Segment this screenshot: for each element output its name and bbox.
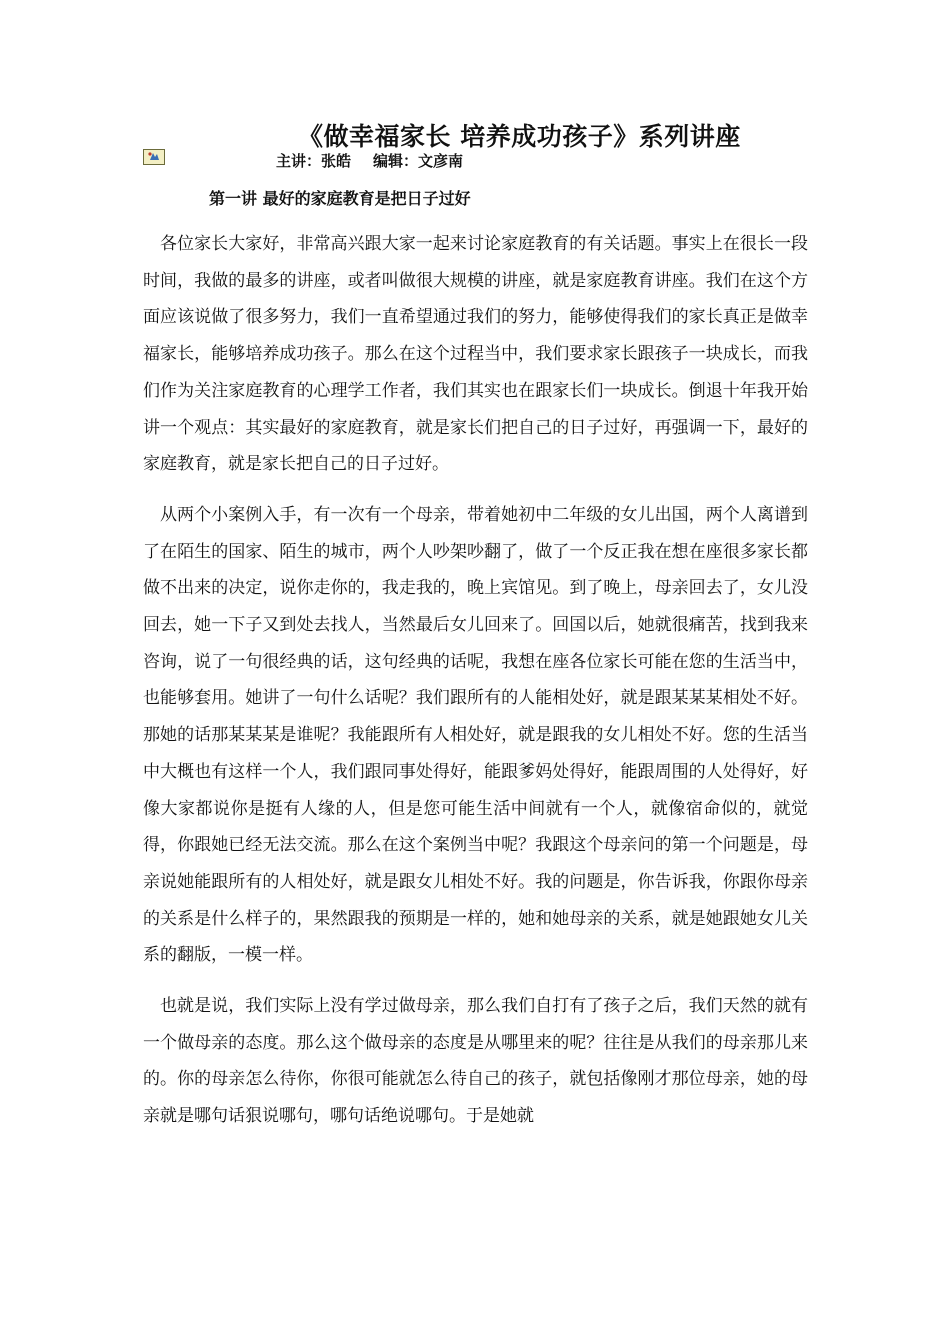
lecture-title: 第一讲 最好的家庭教育是把日子过好 <box>209 189 471 208</box>
speaker-label: 主讲：张皓 <box>276 152 352 170</box>
paragraph: 从两个小案例入手，有一次有一个母亲，带着她初中二年级的女儿出国，两个人离谱到了在陌生的国家、陌生的城市，两个人吵架吵翻了，做了一个反正我在想在座很多家长都做不出来的决定，说你走你的，我走我的，晚上宾馆见。到了晚上，母亲回去了，女儿没回去，她一下子又到处去找人，当然最后女儿回来了。回国以后，她就很痛苦，找到我来咨询，说了一句很经典的话，这句经典的话呢，我想在座各位家长可能在您的生活当中，也能够套用。她讲了一句什么话呢？我们跟所有的人能相处好，就是跟某某某相处不好。那她的话那某某某是谁呢？我能跟所有人相处好，就是跟我的女儿相处不好。您的生活当中大概也有这样一个人，我们跟同事处得好，能跟爹妈处得好，能跟周围的人处得好，好像大家都说你是挺有人缘的人，但是您可能生活中间就有一个人，就像宿命似的，就觉得，你跟她已经无法交流。那么在这个案例当中呢？我跟这个母亲问的第一个问题是，母亲说她能跟所有的人相处好，就是跟女儿相处不好。我的问题是，你告诉我，你跟你母亲的关系是什么样子的，果然跟我的预期是一样的，她和她母亲的关系，就是她跟她女儿关系的翻版，一模一样。 <box>143 504 808 966</box>
byline <box>276 151 463 171</box>
document-link-icon[interactable] <box>143 149 165 165</box>
paragraph: 各位家长大家好，非常高兴跟大家一起来讨论家庭教育的有关话题。事实上在很长一段时间，我做的最多的讲座，或者叫做很大规模的讲座，就是家庭教育讲座。我们在这个方面应该说做了很多努力，我们一直希望通过我们的努力，能够使得我们的家长真正是做幸福家长，能够培养成功孩子。那么在这个过程当中，我们要求家长跟孩子一块成长，而我们作为关注家庭教育的心理学工作者，我们其实也在跟家长们一块成长。倒退十年我开始讲一个观点：其实最好的家庭教育，就是家长们把自己的日子过好，再强调一下，最好的家庭教育，就是家长把自己的日子过好。 <box>143 234 808 475</box>
editor-label: 编辑：文彦南 <box>373 152 464 170</box>
paragraph: 也就是说，我们实际上没有学过做母亲，那么我们自打有了孩子之后，我们天然的就有一个做母亲的态度。那么这个做母亲的态度是从哪里来的呢？往往是从我们的母亲那儿来的。你的母亲怎么待你，你很可能就怎么待自己的孩子，就包括像刚才那位母亲，她的母亲就是哪句话狠说哪句，哪句话绝说哪句。于是她就 <box>143 996 808 1127</box>
document-title: 《做幸福家长 培养成功孩子》系列讲座 <box>298 122 741 151</box>
body-text <box>143 226 808 1149</box>
